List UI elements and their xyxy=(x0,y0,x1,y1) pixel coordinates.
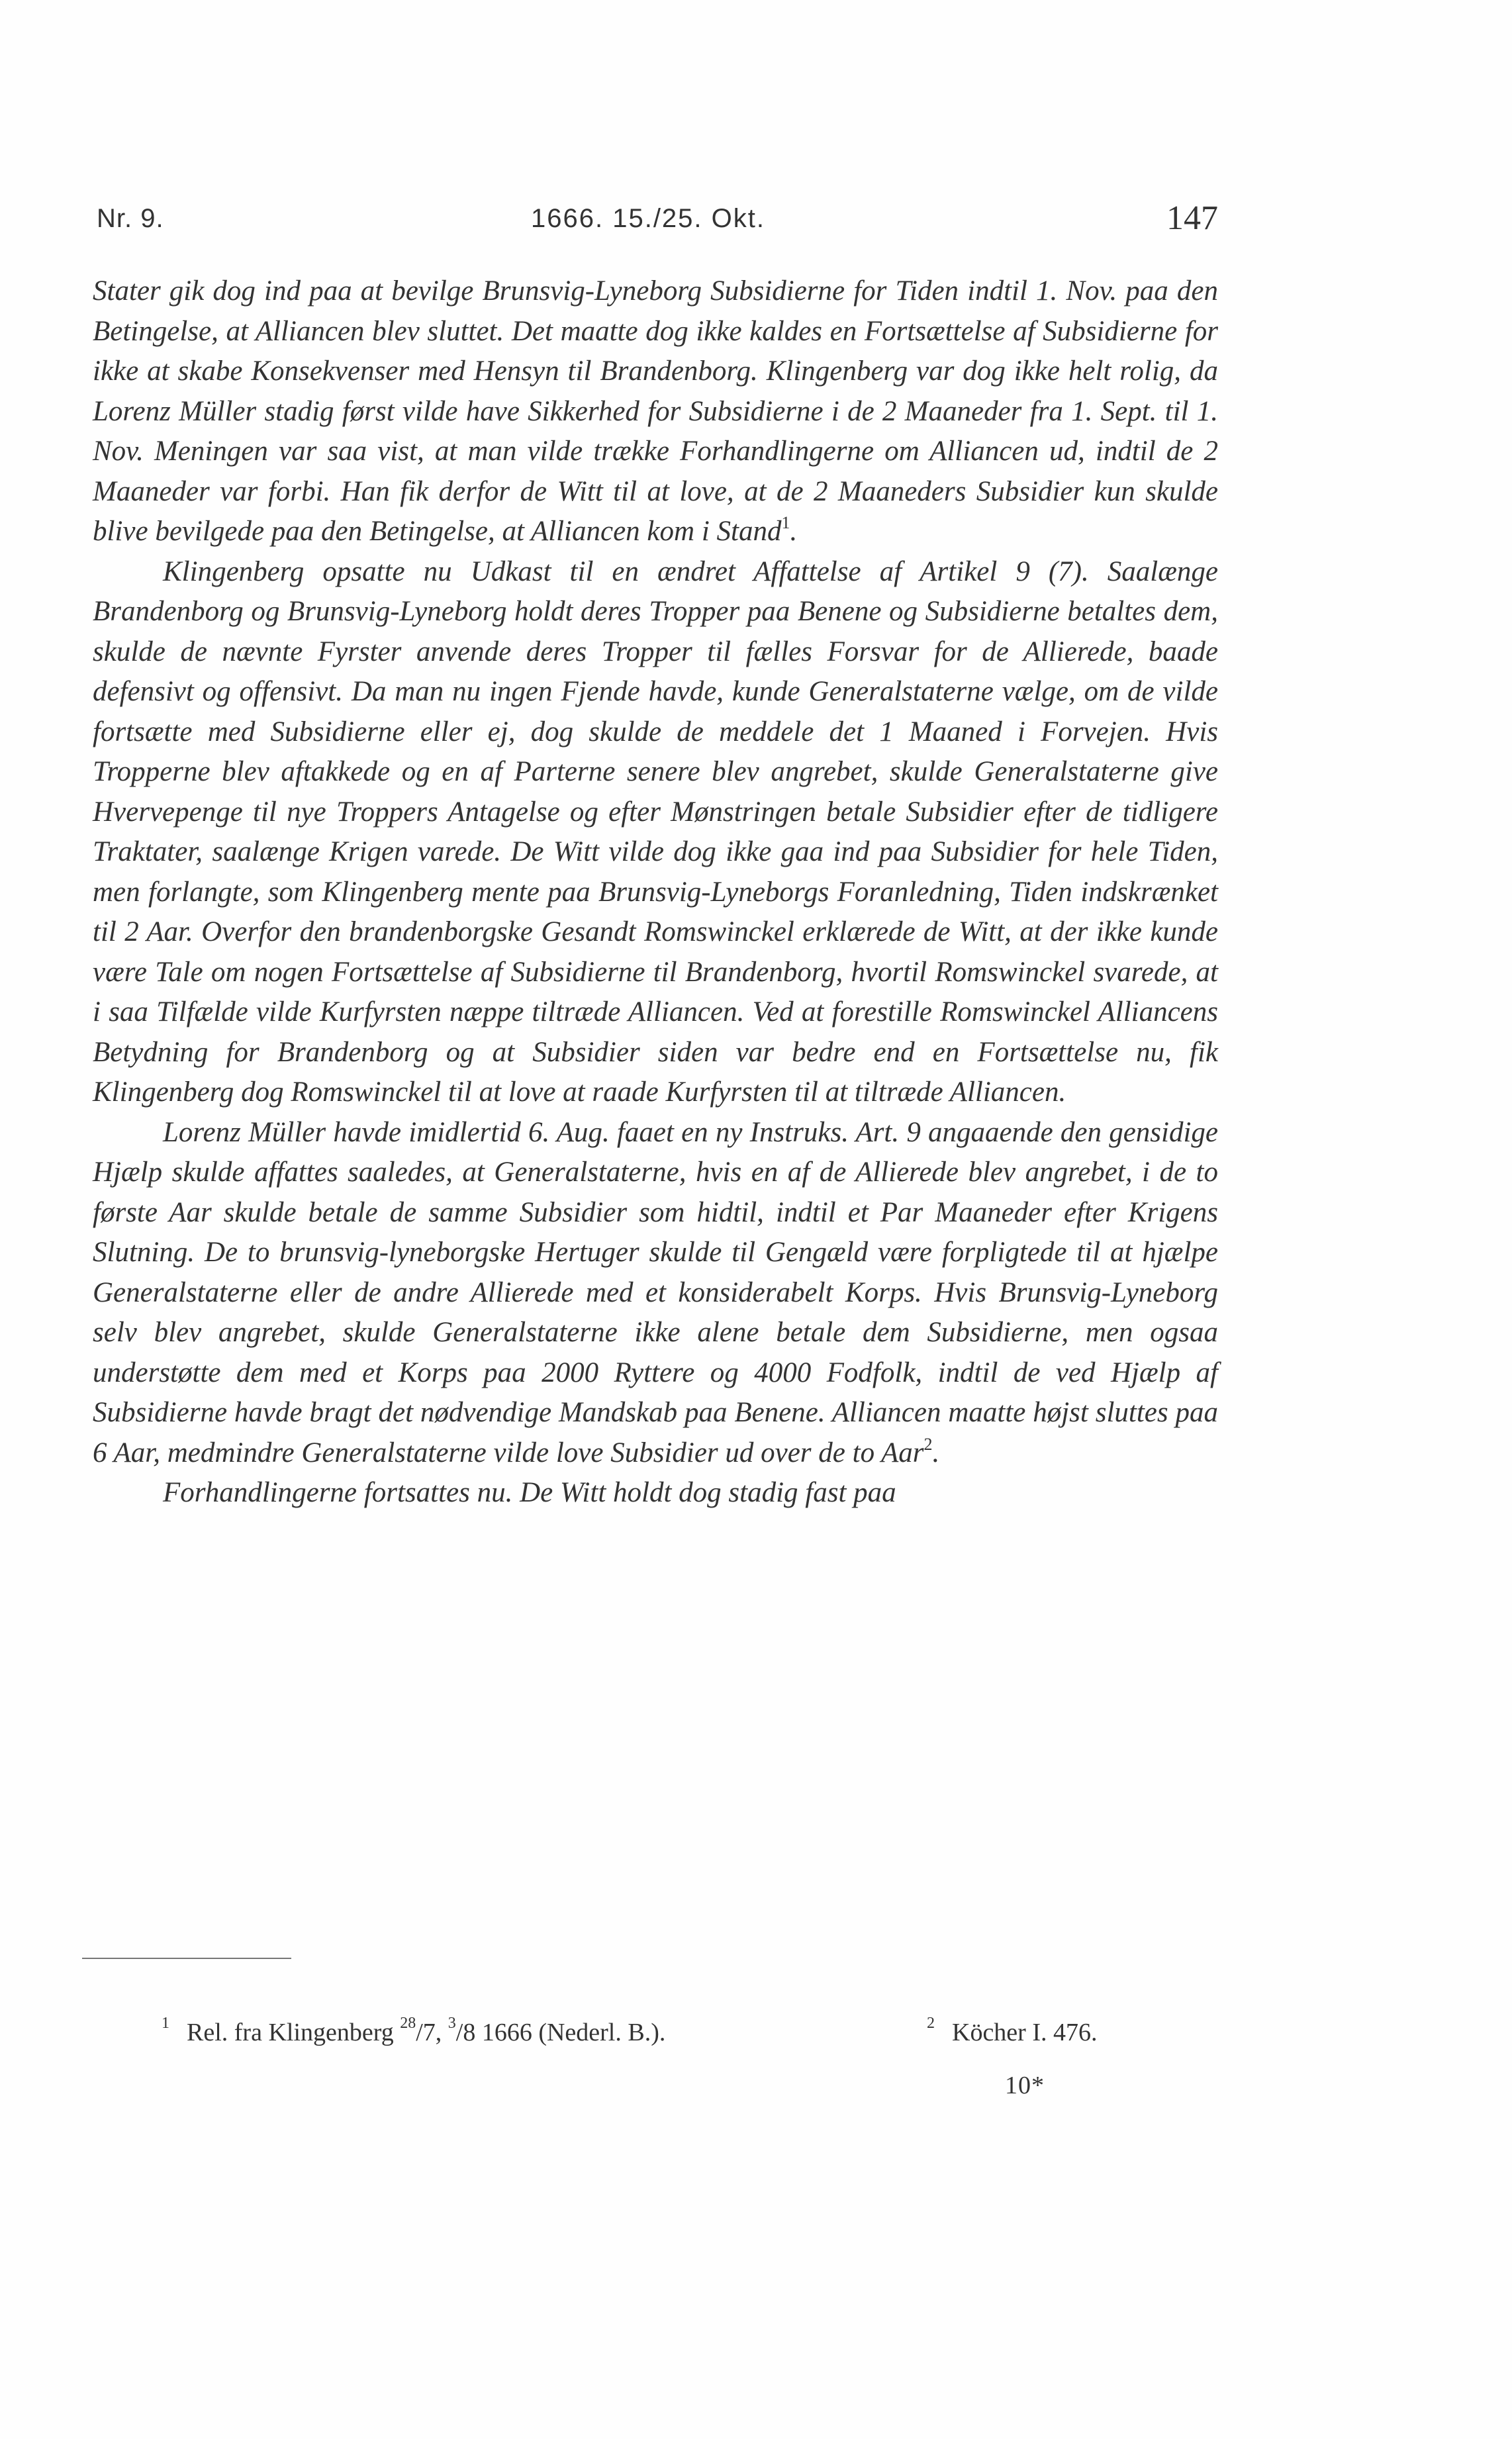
paragraph-text: Stater gik dog ind paa at bevilge Brunsvig-Lyneborg Subsidierne for Tiden indtil 1. Nov. paa den Betingelse, at Alliancen blev sluttet. Det maatte dog ikke kaldes en Fortsættelse af Subsidierne for ikke at skabe Konsekvenser med Hensyn til Brandenborg. Klingenberg var dog ikke helt rolig, da Lorenz Müller stadig først vilde have Sikkerhed for Subsidierne i de 2 Maaneder fra 1. Sept. til 1. Nov. Meningen var saa vist, at man vilde trække Forhandlingerne om Alliancen ud, indtil de 2 Maaneder var forbi. Han fik derfor de Witt til at love, at de 2 Maaneders Subsidier kun skulde blive bevilgede paa den Betingelse, at Alliancen kom i Stand xyxy=(93,275,1218,547)
page-number: 147 xyxy=(1166,199,1218,237)
date-denominator: 8 xyxy=(463,2019,476,2046)
footnote-1: $^1$ Rel. fra Klingenberg $^{28}$/7, $^3$/8 1666 (Nederl. B.). xyxy=(162,2014,666,2046)
body-text xyxy=(93,271,1218,1513)
paragraph-text: Forhandlingerne fortsattes nu. De Witt holdt dog stadig fast paa xyxy=(163,1477,896,1508)
footnote-ref: 1 xyxy=(781,512,790,532)
footnote-text: Rel. fra Klingenberg xyxy=(187,2019,401,2046)
paragraph-text: Lorenz Müller havde imidlertid 6. Aug. faaet en ny Instruks. Art. 9 angaaende den gensidige Hjælp skulde affattes saaledes, at Generalstaterne, hvis en af de Allierede blev angrebet, i de to første Aar skulde betale de samme Subsidier som hidtil, indtil et Par Maaneder efter Krigens Slutning. De to brunsvig-lyneborgske Hertuger skulde til Gengæld være forpligtede til at hjælpe Generalstaterne eller de andre Allierede med et konsiderabelt Korps. Hvis Brunsvig-Lyneborg selv blev angrebet, skulde Generalstaterne ikke alene betale dem Subsidierne, men ogsaa understøtte dem med et Korps paa 2000 Ryttere og 4000 Fodfolk, indtil de ved Hjælp af Subsidierne havde bragt det nødvendige Mandskab paa Benene. Alliancen maatte højst sluttes paa 6 Aar, medmindre Generalstaterne vilde love Subsidier ud over de to Aar xyxy=(93,1116,1218,1468)
footnote-marker: 1 xyxy=(162,2014,169,2032)
date-denominator: 7 xyxy=(422,2019,436,2046)
paragraph: Stater gik dog ind paa at bevilge Brunsvig-Lyneborg Subsidierne for Tiden indtil 1. Nov. paa den Betingelse, at Alliancen blev sluttet. Det maatte dog ikke kaldes en Fortsættelse af Subsidierne for ikke at skabe Konsekvenser med Hensyn til Brandenborg. Klingenberg var dog ikke helt rolig, da Lorenz Müller stadig først vilde have Sikkerhed for Subsidierne i de 2 Maaneder fra 1. Sept. til 1. Nov. Meningen var saa vist, at man vilde trække Forhandlingerne om Alliancen ud, indtil de 2 Maaneder var forbi. Han fik derfor de Witt til at love, at de 2 Maaneders Subsidier kun skulde blive bevilgede paa den Betingelse, at Alliancen kom i Stand$^1$. xyxy=(93,275,1218,547)
date-numerator: 28 xyxy=(400,2014,416,2032)
date-numerator: 3 xyxy=(448,2014,456,2032)
footnote-marker: 2 xyxy=(927,2014,935,2032)
footnote-ref: 2 xyxy=(923,1434,933,1454)
footnote-divider xyxy=(82,1958,291,1959)
footnote-2 xyxy=(927,2014,1098,2047)
signature-mark: 10* xyxy=(1005,2072,1045,2099)
issue-number: Nr. 9. xyxy=(97,204,164,233)
footnote-text: Köcher I. 476. xyxy=(952,2019,1098,2046)
footnotes xyxy=(162,2014,1168,2051)
document-date: 1666. 15./25. Okt. xyxy=(531,204,765,233)
paragraph-text: Klingenberg opsatte nu Udkast til en ændret Affattelse af Artikel 9 (7). Saalænge Brandenborg og Brunsvig-Lyneborg holdt deres Tropper paa Benene og Subsidierne betaltes dem, skulde de nævnte Fyrster anvende deres Tropper til fælles Forsvar for de Allierede, baade defensivt og offensivt. Da man nu ingen Fjende havde, kunde Generalstaterne vælge, om de vilde fortsætte med Subsidierne eller ej, dog skulde de meddele det 1 Maaned i Forvejen. Hvis Tropperne blev aftakkede og en af Parterne senere blev angrebet, skulde Generalstaterne give Hvervepenge til nye Troppers Antagelse og efter Mønstringen betale Subsidier efter de tidligere Traktater, saalænge Krigen varede. De Witt vilde dog ikke gaa ind paa Subsidier for hele Tiden, men forlangte, som Klingenberg mente paa Brunsvig-Lyneborgs Foranledning, Tiden indskrænket til 2 Aar. Overfor den brandenborgske Gesandt Romswinckel erklærede de Witt, at der ikke kunde være Tale om nogen Fortsættelse af Subsidierne til Brandenborg, hvortil Romswinckel svarede, at i saa Tilfælde vilde Kurfyrsten næppe tiltræde Alliancen. Ved at forestille Romswinckel Alliancens Betydning for Brandenborg og at Subsidier siden var bedre end en Fortsættelse nu, fik Klingenberg dog Romswinckel til at love at raade Kurfyrsten til at tiltræde Alliancen. xyxy=(93,555,1218,1108)
footnote-text: 1666 (Nederl. B.). xyxy=(475,2019,666,2046)
paragraph xyxy=(93,1473,1218,1513)
paragraph: Lorenz Müller havde imidlertid 6. Aug. faaet en ny Instruks. Art. 9 angaaende den gensidige Hjælp skulde affattes saaledes, at Generalstaterne, hvis en af de Allierede blev angrebet, i de to første Aar skulde betale de samme Subsidier som hidtil, indtil et Par Maaneder efter Krigens Slutning. De to brunsvig-lyneborgske Hertuger skulde til Gengæld være forpligtede til at hjælpe Generalstaterne eller de andre Allierede med et konsiderabelt Korps. Hvis Brunsvig-Lyneborg selv blev angrebet, skulde Generalstaterne ikke alene betale dem Subsidierne, men ogsaa understøtte dem med et Korps paa 2000 Ryttere og 4000 Fodfolk, indtil de ved Hjælp af Subsidierne havde bragt det nødvendige Mandskab paa Benene. Alliancen maatte højst sluttes paa 6 Aar, medmindre Generalstaterne vilde love Subsidier ud over de to Aar$^2$. xyxy=(93,1116,1218,1468)
paragraph xyxy=(93,552,1218,1113)
running-header xyxy=(97,199,1218,241)
